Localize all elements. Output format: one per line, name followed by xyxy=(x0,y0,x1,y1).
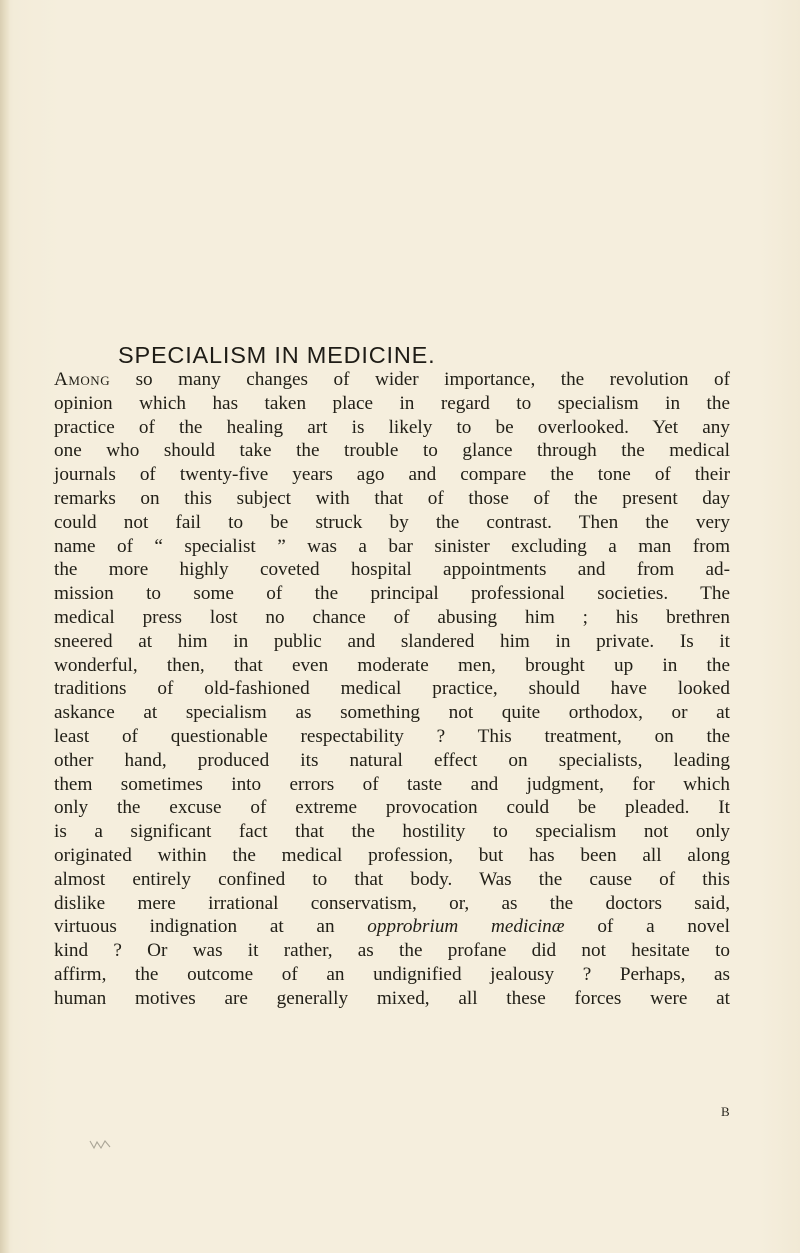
text-line: name of “ specialist ” was a bar sinister excluding a man from xyxy=(54,535,730,557)
text-line: other hand, produced its natural effect on specialists, leading xyxy=(54,749,730,771)
text-line: Among so many changes of wider importance, the revolution of xyxy=(54,369,730,390)
text-line: practice of the healing art is likely to be overlooked. Yet any xyxy=(54,416,730,438)
text-line: wonderful, then, that even moderate men, brought up in the xyxy=(54,654,730,676)
text-line: only the excuse of extreme provocation could be pleaded. It xyxy=(54,797,730,819)
text-line: kind ? Or was it rather, as the profane did not hesitate to xyxy=(54,940,730,962)
page-title: SPECIALISM IN MEDICINE. xyxy=(118,342,436,368)
body-paragraph xyxy=(54,368,730,1011)
text-line: virtuous indignation at an opprobrium medicinæ of a novel xyxy=(54,916,730,938)
text-line: sneered at him in public and slandered him in private. Is it xyxy=(54,630,730,652)
text-line: medical press lost no chance of abusing him ; his brethren xyxy=(54,606,730,628)
text-line: askance at specialism as something not quite orthodox, or at xyxy=(54,702,730,724)
latin-phrase: opprobrium medicinæ xyxy=(367,916,565,938)
text-line: the more highly coveted hospital appointments and from ad- xyxy=(54,559,730,581)
text-line: them sometimes into errors of taste and judgment, for which xyxy=(54,773,730,795)
binding-edge xyxy=(0,0,10,1253)
text-line: could not fail to be struck by the contrast. Then the very xyxy=(54,511,730,533)
text-line: one who should take the trouble to glance through the medical xyxy=(54,440,730,462)
text-line: opinion which has taken place in regard to specialism in the xyxy=(54,392,730,414)
text-line: is a significant fact that the hostility to specialism not only xyxy=(54,821,730,843)
text-line: least of questionable respectability ? This treatment, on the xyxy=(54,725,730,747)
text-line: almost entirely confined to that body. Was the cause of this xyxy=(54,868,730,890)
opening-word: Among xyxy=(54,369,111,390)
signature-mark: B xyxy=(721,1104,730,1119)
pencil-mark-icon xyxy=(88,1138,116,1150)
text-line: traditions of old-fashioned medical practice, should have looked xyxy=(54,678,730,700)
text-line: human motives are generally mixed, all these forces were at xyxy=(54,987,730,1009)
text-line: affirm, the outcome of an undignified jealousy ? Perhaps, as xyxy=(54,963,730,985)
text-line: remarks on this subject with that of those of the present day xyxy=(54,487,730,509)
text-line: journals of twenty-five years ago and compare the tone of their xyxy=(54,464,730,486)
text-line: originated within the medical profession, but has been all along xyxy=(54,844,730,866)
text-line: mission to some of the principal professional societies. The xyxy=(54,583,730,605)
text-line: dislike mere irrational conservatism, or, as the doctors said, xyxy=(54,892,730,914)
